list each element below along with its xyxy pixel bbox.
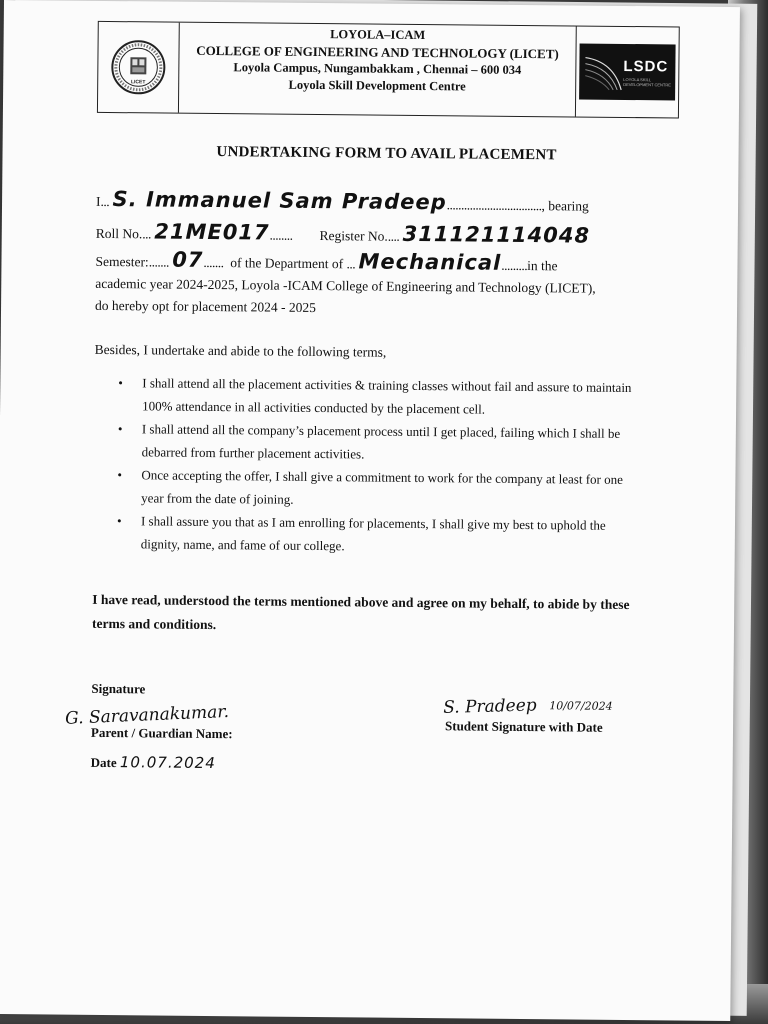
in-the-label: in the <box>527 258 558 274</box>
roll-register-line: Roll No.... 21ME017........ Register No..... 311121114048 <box>95 219 591 248</box>
student-signature-date: 10/07/2024 <box>549 699 613 713</box>
date-line <box>91 753 216 772</box>
department-label: of the Department of <box>230 255 344 272</box>
lsdc-logo-cell <box>576 26 679 117</box>
list-item <box>118 371 638 422</box>
lsdc-logo-subtext: LOYOLA SKILL DEVELOPMENT CENTRE <box>623 76 671 88</box>
name-line: I... S. Immanuel Sam Pradeep................................., bearing <box>95 187 589 215</box>
parent-guardian-label: Parent / Guardian Name: <box>90 724 233 742</box>
term-text: I shall attend all the placement activities & training classes without fail and assure to maintain 100% attendance in all activities conducted by the placement cell. <box>142 375 632 417</box>
academic-year-paragraph <box>95 273 650 322</box>
terms-list <box>117 371 639 560</box>
student-name-value: S. Immanuel Sam Pradeep <box>112 187 447 215</box>
semester-department-line: Semester:....... 07....... of the Department of ... Mechanical.........in the <box>95 247 558 275</box>
form-title: UNDERTAKING FORM TO AVAIL PLACEMENT <box>216 144 557 164</box>
header-line-3: Loyola Campus, Nungambakkam , Chennai – 600 034 <box>233 60 522 77</box>
register-label: Register No. <box>319 228 388 244</box>
student-signature: S. Pradeep <box>443 695 537 718</box>
bearing-label: , bearing <box>541 198 589 214</box>
name-prefix: I <box>95 193 101 209</box>
term-text: I shall attend all the company’s placement process until I get placed, failing which I shall be debarred from further placement activities. <box>141 421 621 462</box>
lsdc-logo <box>579 44 676 101</box>
semester-value: 07 <box>172 247 204 272</box>
bullet-icon: • <box>117 421 123 437</box>
besides-text: Besides, I undertake and abide to the following terms, <box>94 341 387 360</box>
college-address <box>179 23 577 117</box>
college-seal-icon <box>110 39 167 96</box>
semester-label: Semester: <box>95 253 149 270</box>
header-line-1: LOYOLA–ICAM <box>330 27 426 43</box>
term-text: I shall assure you that as I am enrolling for placements, I shall give my best to uphold the dignity, name, and fame of our college. <box>140 513 606 554</box>
college-seal-cell <box>98 22 180 113</box>
bullet-icon: • <box>118 375 123 391</box>
bullet-icon: • <box>117 467 123 483</box>
academic-year-line: academic year 2024-2025, Loyola -ICAM College of Engineering and Technology (LICET), <box>95 275 596 296</box>
lsdc-swoosh-icon <box>583 50 623 94</box>
bullet-icon: • <box>116 513 122 529</box>
register-number-value: 311121114048 <box>402 221 591 248</box>
date-value: 10.07.2024 <box>119 753 216 773</box>
letterhead <box>97 21 680 119</box>
lsdc-logo-text: LSDC <box>623 57 669 76</box>
department-value: Mechanical <box>358 249 502 275</box>
seal-text: LICET <box>130 79 146 86</box>
declaration-text: I have read, understood the terms mentioned above and agree on my behalf, to abide by these terms and conditions. <box>91 591 630 633</box>
roll-number-value: 21ME017 <box>154 219 270 245</box>
parent-signature: G. Saravanakumar. <box>64 701 230 729</box>
student-signature-label: Student Signature with Date <box>444 718 603 735</box>
header-line-4: Loyola Skill Development Centre <box>288 77 466 94</box>
list-item <box>118 417 638 468</box>
list-item <box>117 509 637 560</box>
roll-label: Roll No. <box>95 225 143 242</box>
list-item <box>117 463 637 514</box>
term-text: Once accepting the offer, I shall give a commitment to work for the company at least for one year from the date of joining. <box>141 467 624 507</box>
date-label: Date <box>90 754 117 771</box>
opt-placement-line: do hereby opt for placement 2024 - 2025 <box>95 297 316 316</box>
header-line-2: COLLEGE OF ENGINEERING AND TECHNOLOGY (LICET) <box>196 42 559 62</box>
signature-label: Signature <box>91 680 146 697</box>
